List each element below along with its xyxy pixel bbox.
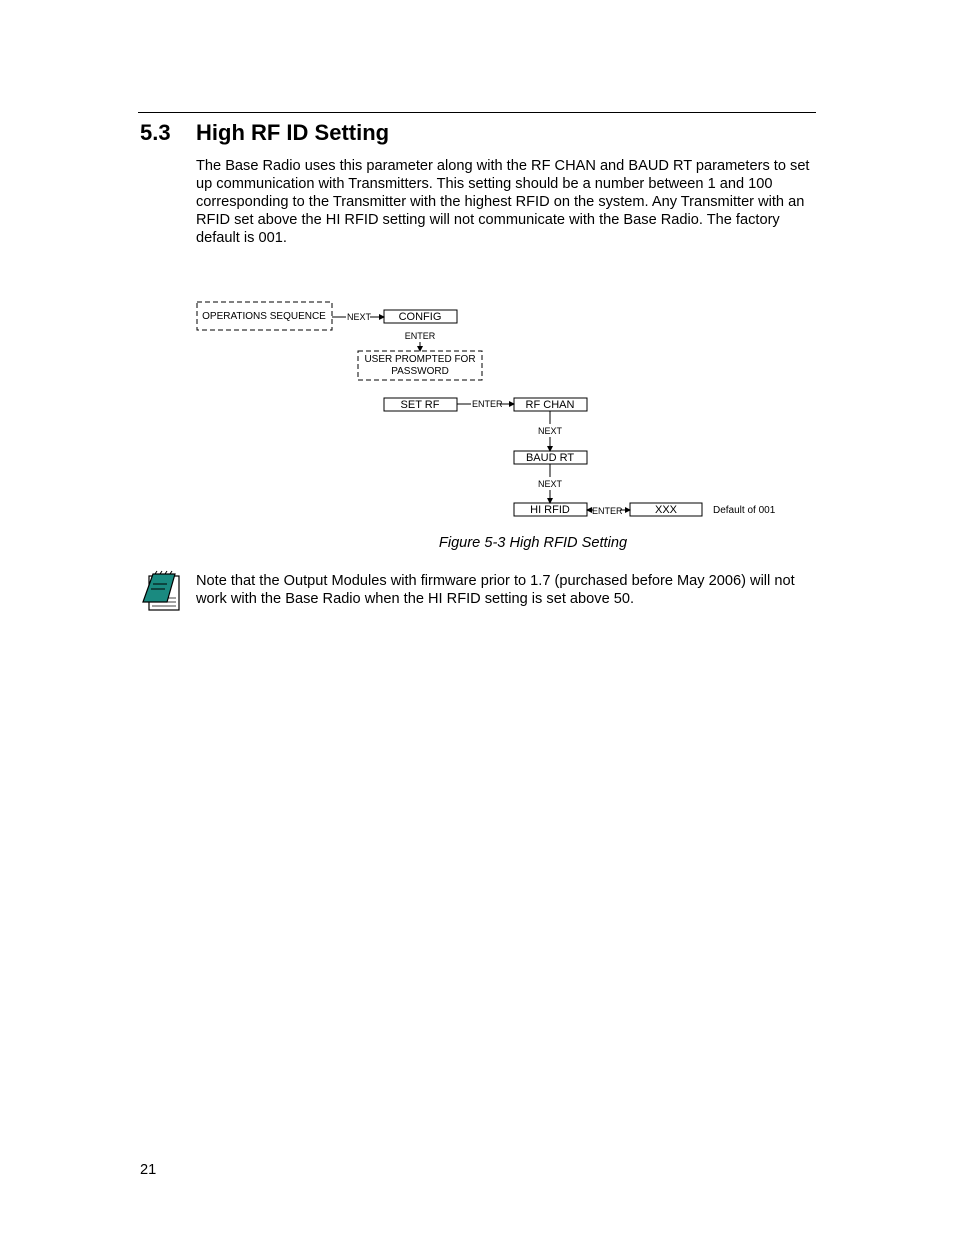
section-title: High RF ID Setting <box>196 120 390 145</box>
section-rule <box>138 112 816 113</box>
operations-flow-diagram <box>180 290 800 530</box>
body-paragraph: The Base Radio uses this parameter along with the RF CHAN and BAUD RT parameters to set up communication with Transmitters. This setting should be a number between 1 and 100 corresponding to the Transmitter with the highest RFID on the system. Any Transmitter with an RFID set above the HI RFID setting will not communicate with the Base Radio. The factory default is 001. <box>196 158 810 246</box>
section-number: 5.3 <box>140 120 171 145</box>
next-label-3: NEXT <box>537 479 563 489</box>
ops-sequence-label: OPERATIONS SEQUENCE <box>202 311 326 322</box>
password-prompt-line2: PASSWORD <box>391 366 449 377</box>
config-label: CONFIG <box>398 311 442 323</box>
figure-caption: Figure 5-3 High RFID Setting <box>438 535 628 551</box>
rf-chan-label: RF CHAN <box>525 399 575 411</box>
next-label-2: NEXT <box>537 426 563 436</box>
enter-label-2: ENTER <box>472 399 503 409</box>
page-number: 21 <box>140 1162 157 1178</box>
enter-label-3: ENTER <box>592 506 623 516</box>
default-note: Default of 001 <box>713 505 776 516</box>
xxx-label: XXX <box>654 504 678 516</box>
password-prompt-line1: USER PROMPTED FOR <box>364 354 476 365</box>
note-text: Note that the Output Modules with firmware prior to 1.7 (purchased before May 2006) will not work with the Base Radio when the HI RFID setting is set above 50. <box>196 573 795 607</box>
next-label-1: NEXT <box>347 312 372 322</box>
notepad-icon <box>139 570 183 614</box>
enter-label-1: ENTER <box>404 331 436 341</box>
set-rf-label: SET RF <box>400 399 440 411</box>
hi-rfid-label: HI RFID <box>530 504 570 516</box>
baud-rt-label: BAUD RT <box>525 452 575 464</box>
